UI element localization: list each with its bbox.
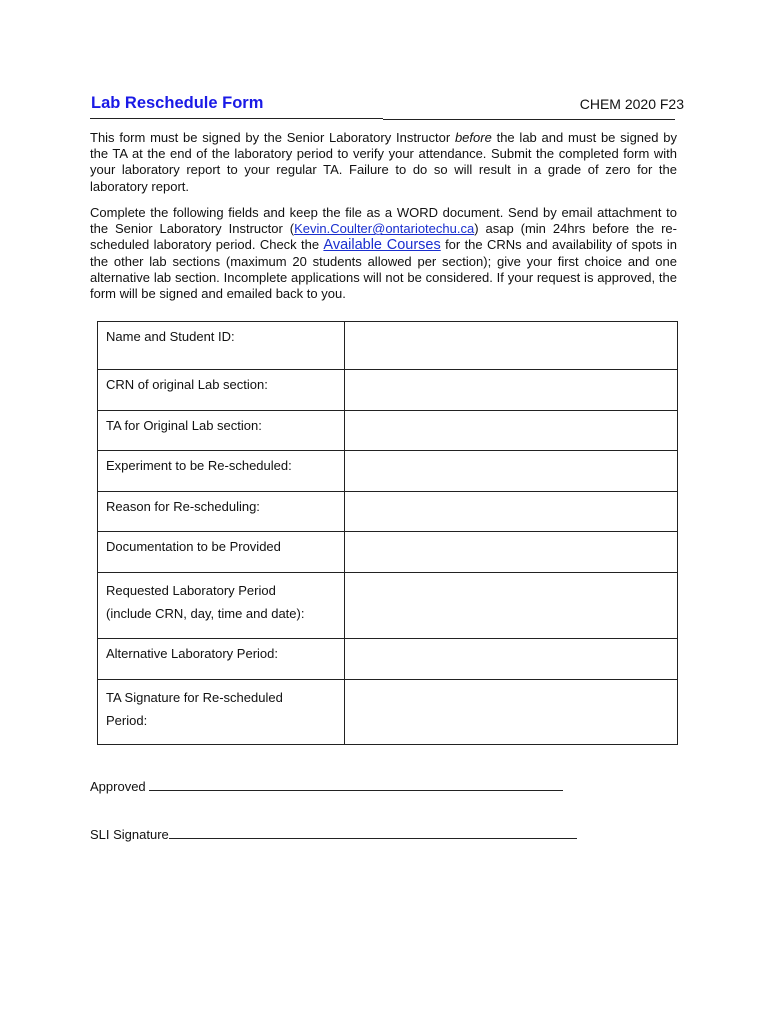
table-row	[98, 451, 678, 492]
table-row	[98, 639, 678, 680]
field-label-text: TA for Original Lab section:	[106, 418, 262, 433]
sli-signature-line	[90, 826, 577, 842]
name-student-id-field[interactable]	[345, 322, 678, 370]
sli-signature-label: SLI Signature	[90, 827, 169, 842]
field-label-text: Requested Laboratory Period	[106, 583, 276, 598]
field-label	[98, 492, 345, 532]
field-label-text: Alternative Laboratory Period:	[106, 646, 278, 661]
field-label-text: CRN of original Lab section:	[106, 377, 268, 392]
course-code: CHEM 2020 F23	[579, 96, 684, 112]
field-label	[98, 573, 345, 639]
field-label	[98, 532, 345, 573]
approved-signature-field[interactable]	[149, 778, 563, 791]
field-label	[98, 370, 345, 411]
intro-paragraph-2	[90, 205, 677, 302]
field-label	[98, 411, 345, 451]
intro-text: This form must be signed by the Senior Laboratory Instructor	[90, 130, 455, 145]
field-label	[98, 680, 345, 745]
header-rule-right	[383, 119, 675, 120]
table-row	[98, 322, 678, 370]
field-label-text: Name and Student ID:	[106, 329, 235, 344]
reason-field[interactable]	[345, 492, 678, 532]
table-row	[98, 573, 678, 639]
approved-line	[90, 778, 563, 794]
alternative-period-field[interactable]	[345, 639, 678, 680]
table-row	[98, 532, 678, 573]
intro-text: the lab and must be signed by the TA at the end of the laboratory period to verify your attendance. Submit the completed form with your laboratory report to your regular TA. Failure to do so will result in a grade of zero for the laboratory report.	[90, 130, 677, 194]
experiment-field[interactable]	[345, 451, 678, 492]
sli-signature-field[interactable]	[169, 826, 577, 839]
table-row	[98, 370, 678, 411]
original-crn-field[interactable]	[345, 370, 678, 411]
intro-text: for the CRNs and availability of spots in the other lab sections (maximum 20 students allowed per section); give your first choice and one alternative lab section. Incomplete applications will not be considered. If your request is approved, the form will be signed and emailed back to you.	[90, 237, 677, 302]
form-title: Lab Reschedule Form	[91, 94, 264, 112]
requested-period-field[interactable]	[345, 573, 678, 639]
field-label-text: Experiment to be Re-scheduled:	[106, 458, 292, 473]
original-ta-field[interactable]	[345, 411, 678, 451]
intro-text: ) asap (min 24hrs before the re-scheduled laboratory period. Check the	[90, 221, 677, 253]
ta-signature-field[interactable]	[345, 680, 678, 745]
intro-paragraph-1	[90, 130, 677, 195]
field-label-text: TA Signature for Re-scheduled	[106, 690, 283, 705]
intro-emphasis: before	[454, 130, 492, 145]
instructor-email-link[interactable]: Kevin.Coulter@ontariotechu.ca	[294, 221, 475, 237]
table-row	[98, 411, 678, 451]
field-label-text: Reason for Re-scheduling:	[106, 499, 260, 514]
field-label	[98, 639, 345, 680]
field-label-text: Documentation to be Provided	[106, 539, 281, 554]
intro-text: Complete the following fields and keep the file as a WORD document. Send by email attachment to the Senior Laboratory Instructor (	[90, 205, 677, 237]
field-label	[98, 322, 345, 370]
table-row	[98, 680, 678, 745]
approved-label: Approved	[90, 779, 146, 794]
field-label	[98, 451, 345, 492]
field-label-text: (include CRN, day, time and date):	[106, 606, 305, 621]
table-row	[98, 492, 678, 532]
reschedule-form-table	[97, 321, 678, 745]
documentation-field[interactable]	[345, 532, 678, 573]
available-courses-link[interactable]: Available Courses	[323, 237, 441, 254]
header-rule-left	[90, 118, 383, 119]
field-label-text: Period:	[106, 713, 148, 728]
